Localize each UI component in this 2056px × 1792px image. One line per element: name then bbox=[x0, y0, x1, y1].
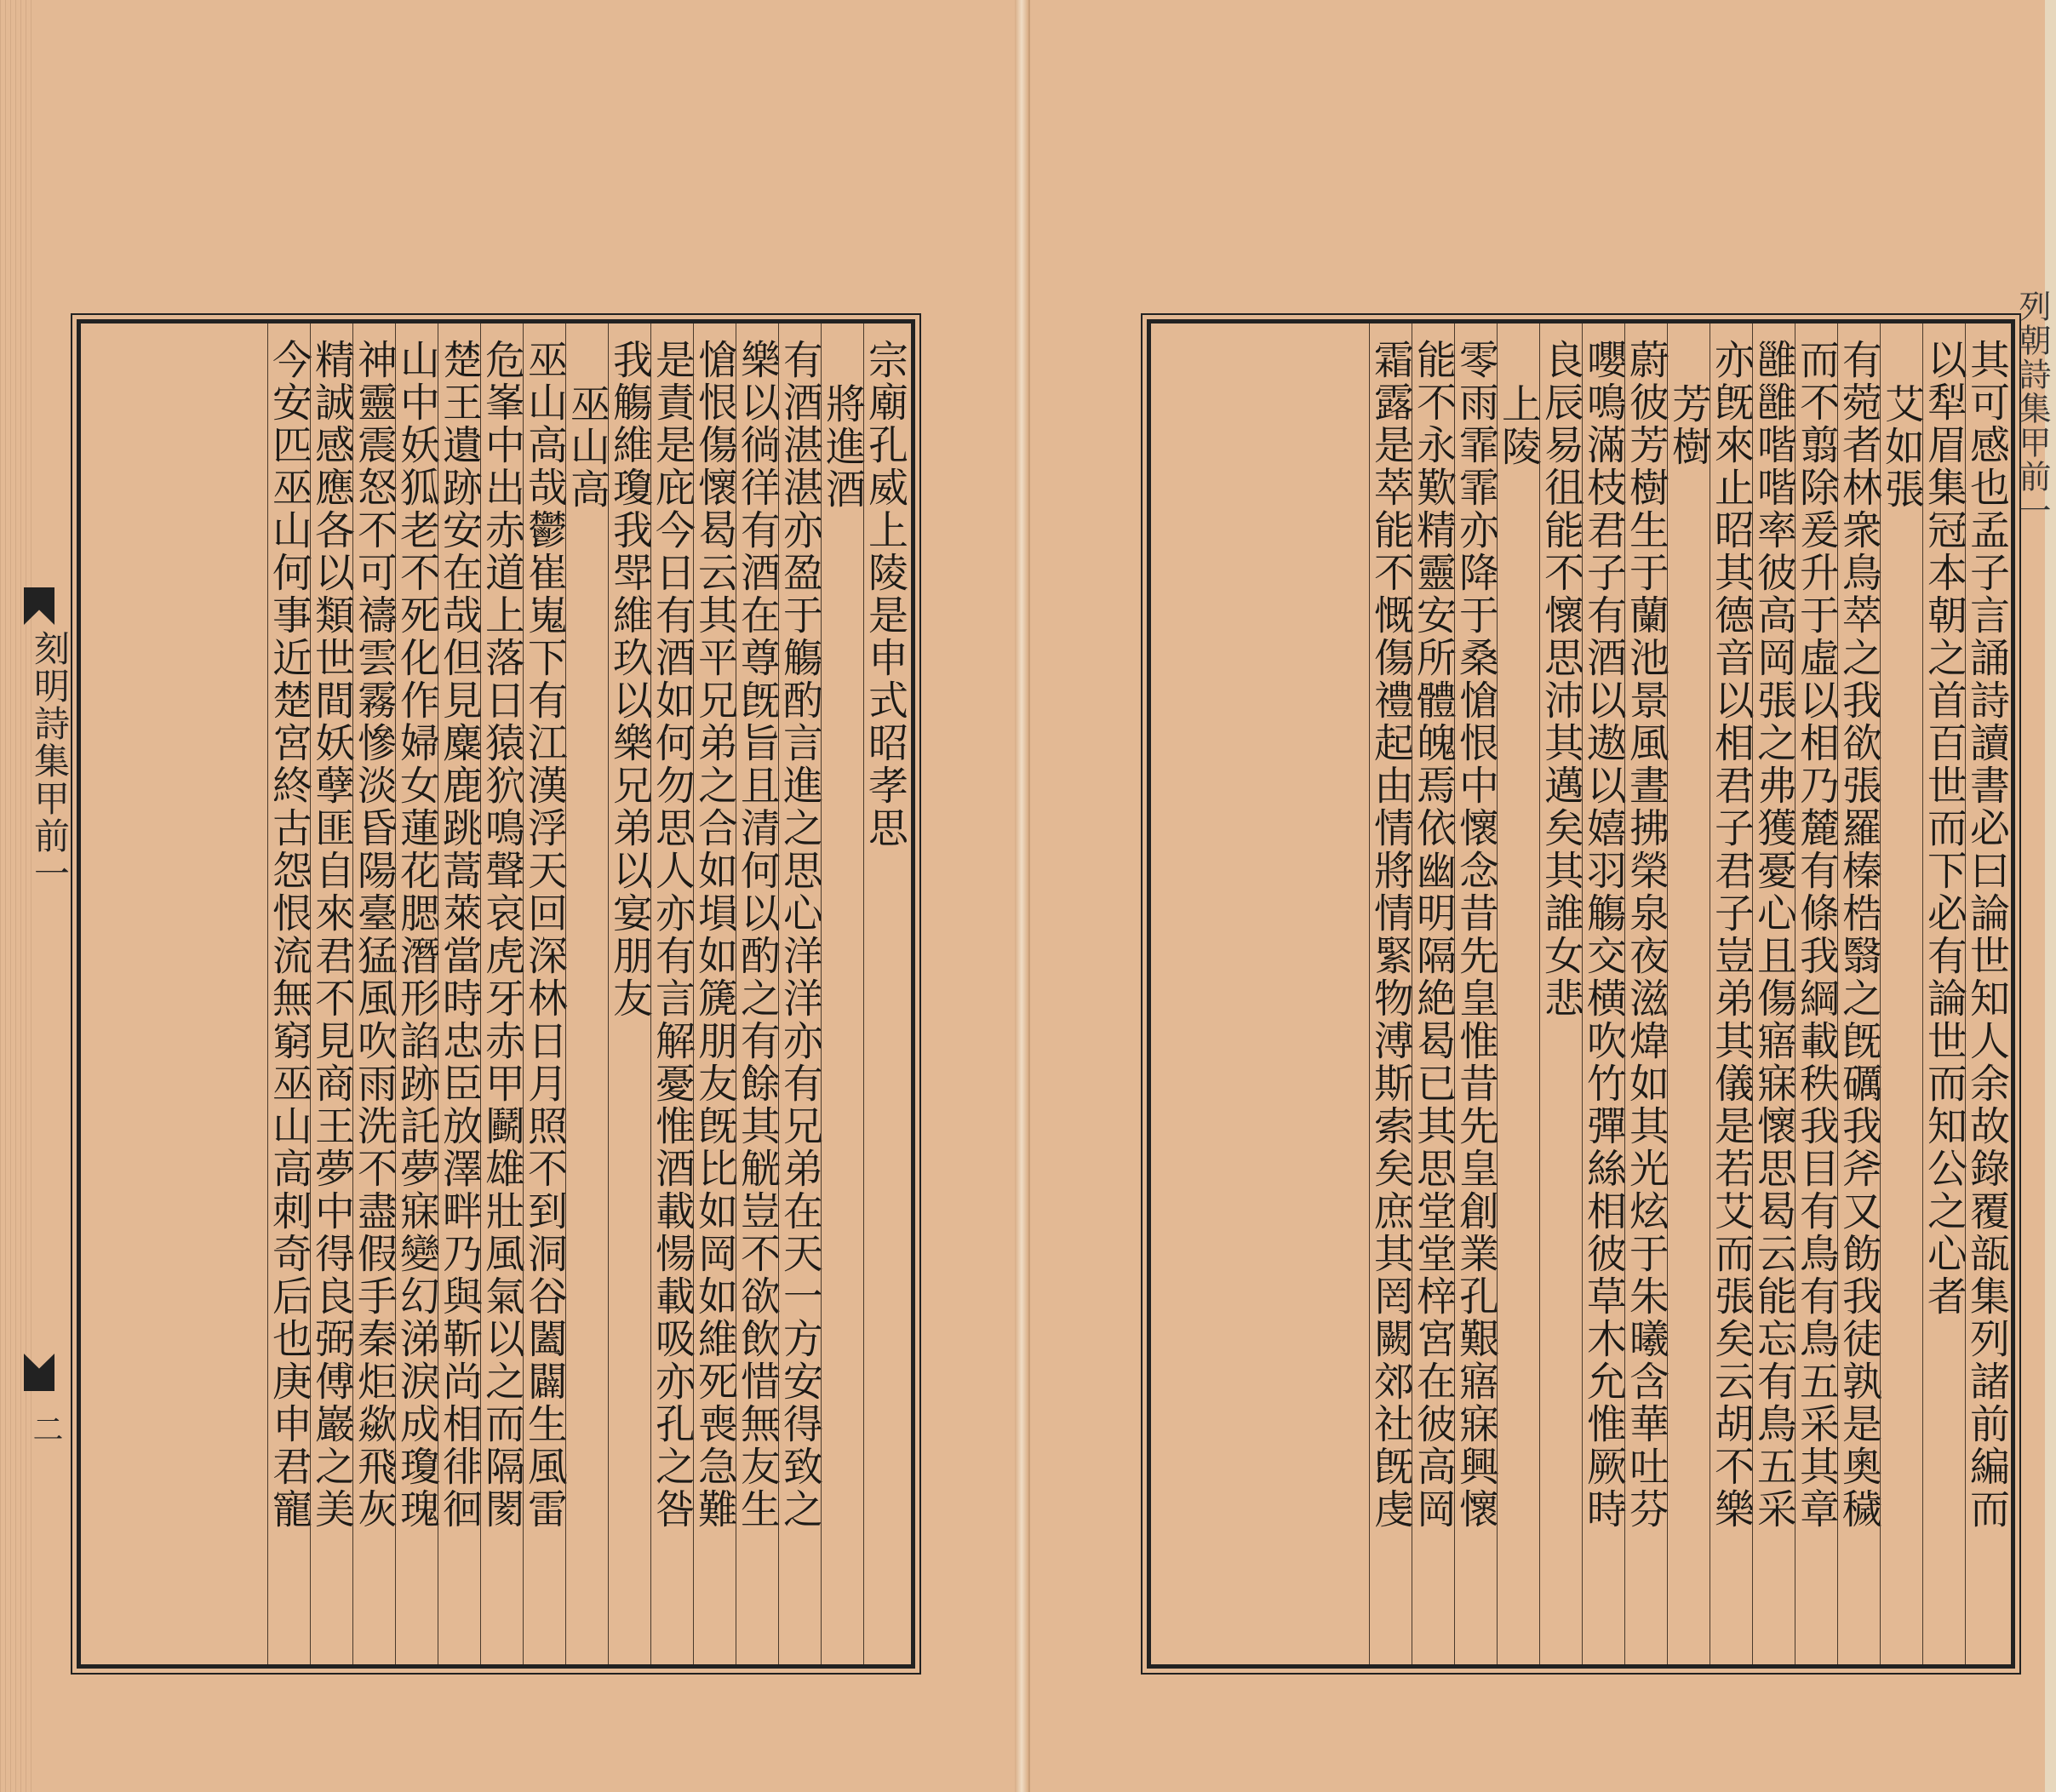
text-column: 能不永歎精靈安所體魄焉依幽明隔絶曷已其思堂堂梓宮在彼高岡 bbox=[1412, 323, 1454, 1664]
text-column: 山中妖狐老不死化作婦女蓮花腮潛形諂跡託夢寐變幻涕淚成瓊瑰 bbox=[395, 323, 438, 1664]
poem-title: 上陵 bbox=[1497, 323, 1539, 1664]
text-column: 楚王遺跡安在哉但見麋鹿跳蒿萊當時忠臣放澤畔乃與靳尚相徘徊 bbox=[438, 323, 480, 1664]
left-text-columns bbox=[81, 323, 911, 1664]
right-text-frame bbox=[1147, 319, 2015, 1669]
text-column: 我觴維瓊我斝維玖以樂兄弟以宴朋友 bbox=[608, 323, 650, 1664]
right-page bbox=[1028, 0, 2051, 1792]
text-column: 危峯中出赤道上落日猿狖鳴聲哀虎牙赤甲鬬雄壯風氣以之而隔閡 bbox=[480, 323, 523, 1664]
right-margin-title: 列朝詩集甲前一 bbox=[2013, 289, 2051, 528]
fishtail-mark-top bbox=[24, 587, 54, 625]
poem-title: 芳樹 bbox=[1667, 323, 1710, 1664]
text-column: 而不翦除爰升于虛以相乃麓有條我綱載秩我目有鳥有鳥五采其章 bbox=[1795, 323, 1837, 1664]
text-column: 樂以徜徉有酒在尊旣旨且清何以酌之有餘其觥豈不欲飲惜無友生 bbox=[736, 323, 778, 1664]
right-text-columns bbox=[1151, 323, 2011, 1664]
left-text-frame bbox=[77, 319, 915, 1669]
text-column: 雝雝喈喈率彼高岡張之弗獲憂心且傷寤寐懷思曷云能忘有鳥五采 bbox=[1752, 323, 1795, 1664]
text-column: 是責是庇今日有酒如何勿思人亦有言解憂惟酒載愓載吸亦孔之咎 bbox=[650, 323, 693, 1664]
text-column: 今安匹巫山何事近楚宮終古怨恨流無窮巫山高刺奇后也庚申君寵 bbox=[267, 323, 310, 1664]
book-gutter bbox=[1015, 0, 1028, 1792]
text-column: 蔚彼芳樹生于蘭池景風晝拂榮泉夜滋煒如其光炫于朱曦含華吐芬 bbox=[1624, 323, 1667, 1664]
text-column: 良辰易徂能不懷思沛其邁矣其誰女悲 bbox=[1539, 323, 1582, 1664]
text-column: 神靈震怒不可禱雲霧慘淡昏陽臺猛風吹雨洗不盡假手秦炬歘飛灰 bbox=[352, 323, 395, 1664]
left-margin-title: 刻明詩集甲前一 bbox=[29, 630, 71, 892]
poem-title: 艾如張 bbox=[1880, 323, 1922, 1664]
text-column: 宗廟孔威上陵是申式昭孝思 bbox=[863, 323, 906, 1664]
text-column: 有菀者林衆鳥萃之我欲張羅榛梏翳之旣礪我斧又飭我徒孰是奧穢 bbox=[1837, 323, 1880, 1664]
left-page bbox=[0, 0, 1017, 1792]
poem-title: 將進酒 bbox=[821, 323, 863, 1664]
text-column: 嚶鳴滿枝君子有酒以遨以嬉羽觴交横吹竹彈絲相彼草木允惟厥時 bbox=[1582, 323, 1624, 1664]
text-column: 有酒湛湛亦盈于觴酌言進之思心洋洋亦有兄弟在天一方安得致之 bbox=[778, 323, 821, 1664]
text-column: 其可感也孟子言誦詩讀書必曰論世知人余故錄覆瓿集列諸前編而 bbox=[1965, 323, 2007, 1664]
poem-title: 巫山高 bbox=[565, 323, 608, 1664]
page-edge-lines bbox=[0, 0, 34, 1792]
fishtail-mark-bottom bbox=[24, 1354, 54, 1391]
text-column: 霜露是萃能不慨傷禮起由情將情緊物溥斯索矣庶其罔闕郊社旣虔 bbox=[1369, 323, 1412, 1664]
text-column: 以犁眉集冠本朝之首百世而下必有論世而知公之心者 bbox=[1922, 323, 1965, 1664]
text-column: 巫山高哉鬱崔嵬下有江漢浮天回深林日月照不到洞谷闔闢生風雷 bbox=[523, 323, 565, 1664]
text-column: 亦旣來止昭其德音以相君子君子豈弟其儀是若艾而張矣云胡不樂 bbox=[1710, 323, 1752, 1664]
text-column: 零雨霏霏亦降于桑愴恨中懷念昔先皇惟昔先皇創業孔艱寤寐興懷 bbox=[1454, 323, 1497, 1664]
left-page-number: 二 bbox=[28, 1413, 63, 1446]
text-column: 愴恨傷懷曷云其平兄弟之合如塤如篪朋友旣比如岡如維死喪急難 bbox=[693, 323, 736, 1664]
text-column: 精誠感應各以類世間妖孽匪自來君不見商王夢中得良弼傅巖之美 bbox=[310, 323, 352, 1664]
